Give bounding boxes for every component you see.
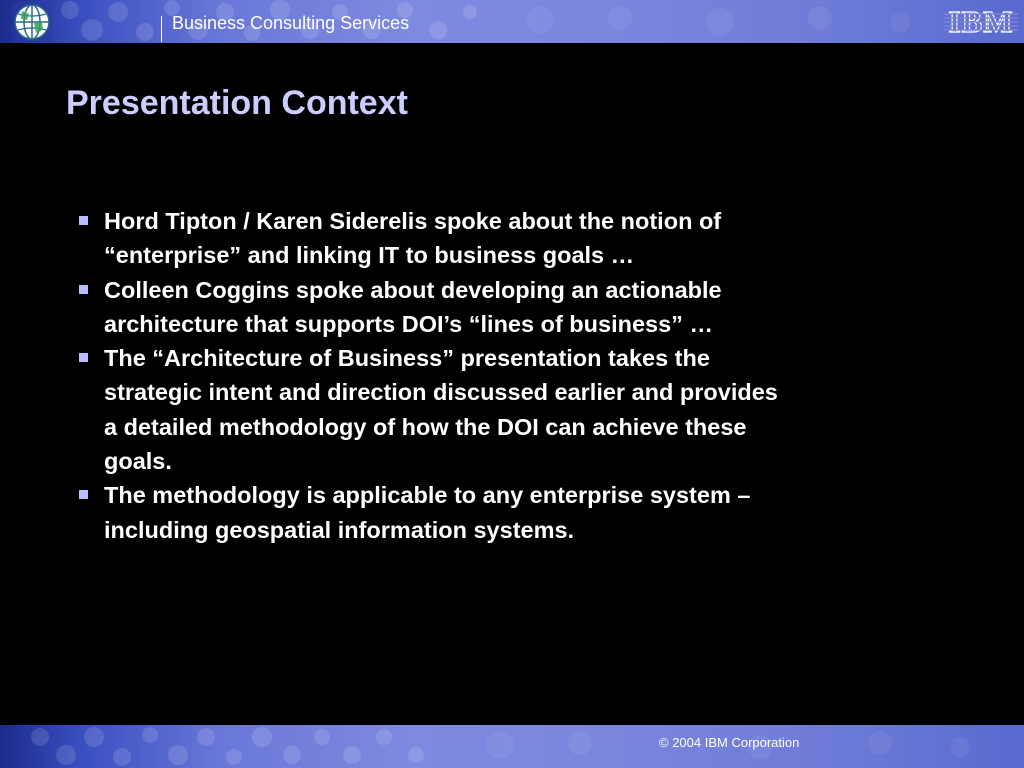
header-divider	[161, 16, 162, 42]
header-dot-pattern	[0, 0, 1024, 43]
globe-icon	[12, 2, 52, 42]
square-bullet-icon	[79, 285, 88, 294]
bullet-text-line: The methodology is applicable to any enterprise system –	[104, 482, 751, 509]
square-bullet-icon	[79, 216, 88, 225]
bullet-text-line: a detailed methodology of how the DOI can achieve these	[104, 413, 747, 440]
square-bullet-icon	[79, 490, 88, 499]
bullet-item	[76, 204, 946, 273]
footer-dot-pattern	[0, 725, 1024, 768]
ibm-logo	[944, 5, 1018, 37]
bullet-item	[76, 341, 946, 478]
bullet-text-line: architecture that supports DOI’s “lines of business” …	[104, 310, 713, 337]
bullet-text-line: Colleen Coggins spoke about developing an actionable	[104, 276, 722, 303]
header-title: Business Consulting Services	[172, 13, 410, 33]
bullet-text-line: The “Architecture of Business” presentation takes the	[104, 345, 710, 372]
bullet-text-line: including geospatial information systems.	[104, 516, 575, 543]
header-band	[0, 0, 1024, 43]
copyright-text: © 2004 IBM Corporation	[659, 735, 800, 750]
bullet-item	[76, 478, 946, 547]
bullet-text-line: Hord Tipton / Karen Siderelis spoke about the notion of	[104, 208, 722, 234]
bullet-list	[76, 204, 946, 547]
slide-title: Presentation Context	[66, 84, 408, 122]
footer-band	[0, 725, 1024, 768]
bullet-text-line: strategic intent and direction discussed earlier and provides	[104, 379, 778, 406]
bullet-text-line: goals.	[104, 448, 172, 475]
square-bullet-icon	[79, 353, 88, 362]
bullet-text-line: “enterprise” and linking IT to business goals …	[104, 242, 635, 269]
bullet-item	[76, 273, 946, 342]
svg-text:IBM: IBM	[948, 5, 1014, 37]
